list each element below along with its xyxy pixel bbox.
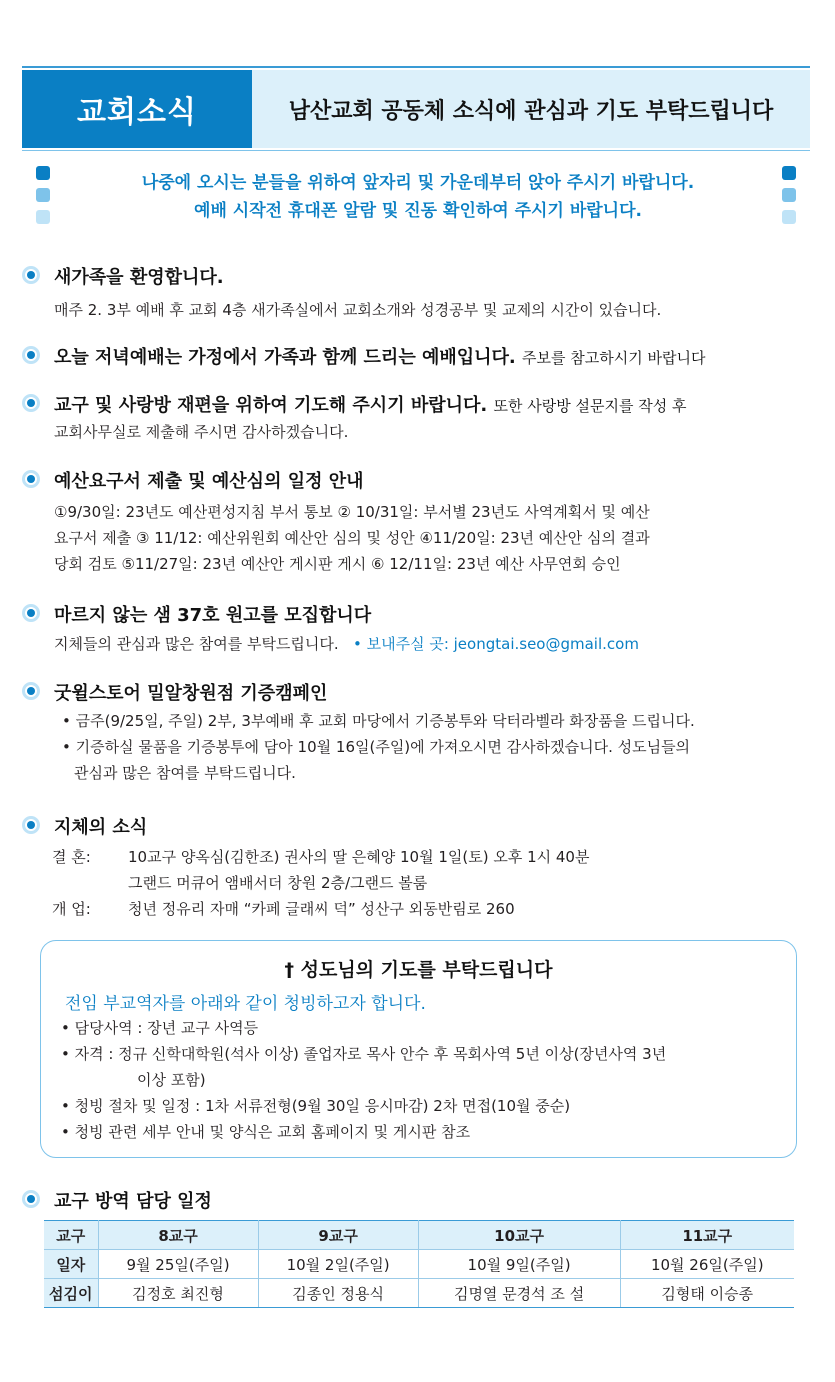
item-body [54,631,802,657]
news-item-reorg [22,390,802,450]
table-cell: 10교구 [418,1221,620,1250]
news-item-goodwill [22,678,802,798]
item-body: 교회사무실로 제출해 주시면 감사하겠습니다. [54,423,349,441]
prayer-request-box [40,940,797,1158]
table-cell: 김명열 문경석 조 설 [418,1279,620,1308]
table-cell: 섬김이 [44,1279,98,1308]
item-title: 마르지 않는 샘 37호 원고를 모집합니다 [54,605,372,626]
email-link[interactable]: • 보내주실 곳: jeongtai.seo@gmail.com [352,635,639,653]
worship-notice [36,162,800,232]
table-cell: 8교구 [98,1221,258,1250]
item-title [54,391,687,417]
schedule-title: 교구 방역 담당 일정 [54,1191,212,1212]
wedding-line-2: 그랜드 머큐어 앰배서더 창원 2층/그랜드 볼룸 [128,874,428,892]
schedule-section [22,1186,802,1214]
table-cell: 11교구 [620,1221,794,1250]
wedding-label: 결 혼: [52,848,91,866]
goodwill-bullet-2: • 기증하실 물품을 기증봉투에 담아 10월 16일(주일)에 가져오시면 감사하겠습니다. 성도님들의 [62,738,691,756]
prayer-bullet-2: • 자격 : 정규 신학대학원(석사 이상) 졸업자로 목사 안수 후 목회사역 5년 이상(장년사역 3년 [61,1045,667,1063]
table-cell: 김정호 최진형 [98,1279,258,1308]
item-title-main: 오늘 저녁예배는 가정에서 가족과 함께 드리는 예배입니다. [54,347,516,368]
section-header [22,70,810,148]
prayer-bullet-2-cont: 이상 포함) [137,1071,206,1089]
table-cell: 교구 [44,1221,98,1250]
table-cell: 9교구 [258,1221,418,1250]
schedule-table [44,1220,794,1308]
circle-bullet-icon [22,816,40,834]
news-item-members [22,812,802,922]
opening-label: 개 업: [52,900,91,918]
prayer-bullet-4: • 청빙 관련 세부 안내 및 양식은 교회 홈페이지 및 게시판 참조 [61,1123,471,1141]
section-subtitle: 남산교회 공동체 소식에 관심과 기도 부탁드립니다 [252,70,810,148]
table-row [44,1279,794,1308]
header-top-rule [22,66,810,68]
item-title: 예산요구서 제출 및 예산심의 일정 안내 [54,471,364,492]
prayer-list [61,1015,786,1145]
prayer-bullet-1: • 담당사역 : 장년 교구 사역등 [61,1019,259,1037]
circle-bullet-icon [22,682,40,700]
item-title: 지체의 소식 [54,817,148,838]
goodwill-bullet-2-cont: 관심과 많은 참여를 부탁드립니다. [74,764,296,782]
table-cell: 10월 2일(주일) [258,1250,418,1279]
header-bottom-rule [22,150,810,151]
wedding-line-1: 10교구 양옥심(김한조) 권사의 딸 은혜양 10월 1일(토) 오후 1시 40분 [128,848,590,866]
table-cell: 10월 26일(주일) [620,1250,794,1279]
budget-line-1: ①9/30일: 23년도 예산편성지침 부서 통보 ② 10/31일: 부서별 23년도 사역계획서 및 예산 [54,503,650,521]
opening-line: 청년 정유리 자매 “카페 글래씨 덕” 성산구 외동반림로 260 [128,900,515,918]
notice-line-2: 예배 시작전 휴대폰 알람 및 진동 확인하여 주시기 바랍니다. [194,201,642,221]
news-item-welcome [22,262,802,322]
circle-bullet-icon [22,394,40,412]
prayer-title: † 성도님의 기도를 부탁드립니다 [284,959,553,981]
table-cell: 9월 25일(주일) [98,1250,258,1279]
table-row [44,1221,794,1250]
item-title: 굿윌스토어 밀알창원점 기증캠페인 [54,683,328,704]
prayer-bullet-3: • 청빙 절차 및 일정 : 1차 서류전형(9월 30일 응시마감) 2차 면접(10월 중순) [61,1097,571,1115]
table-cell: 10월 9일(주일) [418,1250,620,1279]
notice-line-1: 나중에 오시는 분들을 위하여 앞자리 및 가운데부터 앉아 주시기 바랍니다. [141,173,695,193]
item-title: 새가족을 환영합니다. [54,267,224,288]
item-title [54,343,705,369]
circle-bullet-icon [22,266,40,284]
table-row [44,1250,794,1279]
item-title-tail: 또한 사랑방 설문지를 작성 후 [493,397,687,415]
item-body: 매주 2. 3부 예배 후 교회 4층 새가족실에서 교회소개와 성경공부 및 교제의 시간이 있습니다. [54,301,662,319]
news-item-budget [22,466,802,586]
budget-line-2: 요구서 제출 ③ 11/12: 예산위원회 예산안 심의 및 성안 ④11/20일: 23년 예산안 심의 결과 [54,529,650,547]
table-cell: 일자 [44,1250,98,1279]
table-cell: 김형태 이승종 [620,1279,794,1308]
manuscript-body: 지체들의 관심과 많은 참여를 부탁드립니다. [54,635,339,653]
circle-bullet-icon [22,1190,40,1208]
goodwill-bullet-1: • 금주(9/25일, 주일) 2부, 3부예배 후 교회 마당에서 기증봉투와 닥터라벨라 화장품을 드립니다. [62,712,695,730]
section-tag: 교회소식 [22,70,252,148]
item-title-tail: 주보를 참고하시기 바랍니다 [522,349,706,367]
news-item-evening-worship [22,342,802,370]
news-item-manuscript [22,600,802,660]
table-cell: 김종인 정용식 [258,1279,418,1308]
circle-bullet-icon [22,604,40,622]
circle-bullet-icon [22,470,40,488]
prayer-lead: 전임 부교역자를 아래와 같이 청빙하고자 합니다. [65,994,426,1014]
circle-bullet-icon [22,346,40,364]
budget-line-3: 당회 검토 ⑤11/27일: 23년 예산안 게시판 게시 ⑥ 12/11일: 23년 예산 사무연회 승인 [54,555,621,573]
item-title-main: 교구 및 사랑방 재편을 위하여 기도해 주시기 바랍니다. [54,395,488,416]
